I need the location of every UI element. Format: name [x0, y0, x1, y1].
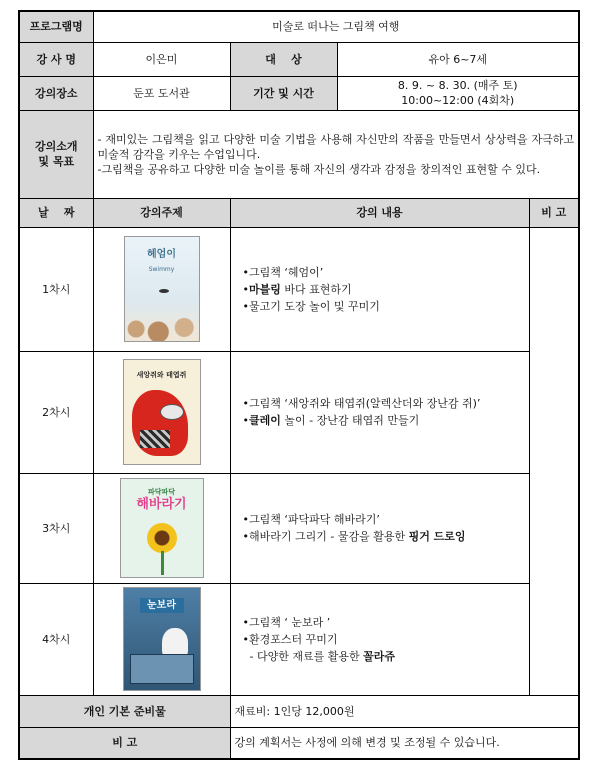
session-label: 2차시	[19, 351, 93, 473]
fish-illustration	[159, 289, 169, 293]
item-bold-text: 마블링	[249, 282, 281, 296]
session-note-cell	[529, 227, 579, 695]
content-item	[243, 412, 525, 429]
header-content: 강의 내용	[230, 198, 529, 227]
session-label: 1차시	[19, 227, 93, 351]
item-text: •그림책 ‘ 눈보라 ’	[242, 615, 331, 629]
item-text: •물고기 도장 놀이 및 꾸미기	[242, 299, 380, 313]
venue-value: 둔포 도서관	[93, 76, 230, 110]
content-item	[243, 264, 525, 281]
session-content	[230, 473, 529, 583]
target-label: 대 상	[230, 42, 337, 76]
period-label: 기간 및 시간	[230, 76, 337, 110]
content-item	[243, 511, 525, 528]
intro-row	[19, 110, 579, 198]
item-bold-text: 핑거 드로잉	[408, 530, 466, 543]
item-text: 놀이 - 장난감 태엽쥐 만들기	[280, 414, 420, 427]
item-text: •해바라기 그리기 - 물감을 활용한	[242, 530, 409, 543]
book-cover-sunflower	[120, 478, 204, 578]
venue-label: 강의장소	[19, 76, 93, 110]
book-cover-blizzard	[123, 587, 201, 691]
session-cover-cell	[93, 473, 230, 583]
book-cover-alexander	[123, 359, 201, 465]
content-item	[243, 614, 525, 631]
mouse-illustration	[160, 404, 184, 420]
item-text: •그림책 ‘파닥파닥 해바라기’	[242, 513, 380, 526]
header-topic: 강의주제	[93, 198, 230, 227]
intro-label-line1: 강의소개	[34, 140, 78, 153]
cover-subtitle: Swimmy	[148, 266, 175, 273]
session-row-4	[19, 583, 579, 695]
period-dates: 8. 9. ~ 8. 30. (매주 토)	[397, 79, 518, 92]
item-bold-text: 클레이	[249, 414, 281, 427]
intro-paragraph-1: - 재미있는 그림책을 읽고 다양한 미술 기법을 사용해 자신만의 작품을 만들면서 상상력을 자극하고 미술적 감각을 키우는 수업입니다.	[97, 132, 574, 161]
session-label: 4차시	[19, 583, 93, 695]
materials-row	[19, 695, 579, 727]
program-label: 프로그램명	[19, 11, 93, 42]
header-note: 비 고	[529, 198, 579, 227]
pattern-illustration	[140, 430, 170, 448]
session-content	[230, 227, 529, 351]
session-row-1	[19, 227, 579, 351]
session-cover-cell	[93, 351, 230, 473]
materials-label: 개인 기본 준비물	[19, 695, 230, 727]
session-items	[235, 395, 525, 429]
remarks-label: 비 고	[19, 727, 230, 759]
remarks-row	[19, 727, 579, 759]
header-date: 날 짜	[19, 198, 93, 227]
item-text: •환경포스터 꾸미기	[242, 632, 338, 646]
item-text: •그림책 ‘새앙쥐와 태엽쥐(알렉산더와 장난감 쥐)’	[242, 397, 481, 410]
session-label: 3차시	[19, 473, 93, 583]
cover-title: 해바라기	[136, 497, 187, 512]
instructor-row	[19, 42, 579, 76]
session-content	[230, 583, 529, 695]
session-items	[235, 511, 525, 545]
session-content	[230, 351, 529, 473]
intro-label-line2: 및 목표	[38, 155, 75, 168]
intro-paragraph-2: -그림책을 공유하고 다양한 미술 놀이를 통해 자신의 생각과 감정을 창의적인 표현할 수 있다.	[97, 162, 541, 176]
session-row-3	[19, 473, 579, 583]
instructor-label: 강 사 명	[19, 42, 93, 76]
session-items	[235, 614, 525, 665]
session-row-2	[19, 351, 579, 473]
content-item	[243, 298, 525, 315]
intro-label	[19, 110, 93, 198]
item-text: - 다양한 재료를 활용한	[242, 649, 364, 663]
session-items	[235, 264, 525, 315]
cover-title-top: 파닥파닥	[147, 488, 176, 496]
venue-row	[19, 76, 579, 110]
session-cover-cell	[93, 583, 230, 695]
session-cover-cell	[93, 227, 230, 351]
stem-illustration	[161, 551, 164, 575]
book-cover-swimmy	[124, 236, 200, 342]
content-item	[243, 528, 525, 545]
content-item	[243, 281, 525, 298]
period-time: 10:00~12:00 (4회차)	[401, 94, 515, 107]
container-illustration	[130, 654, 194, 684]
item-text: •	[242, 282, 249, 296]
schedule-header-row	[19, 198, 579, 227]
item-text: 바다 표현하기	[280, 282, 352, 296]
content-item	[243, 648, 525, 665]
target-value: 유아 6~7세	[337, 42, 579, 76]
program-row	[19, 11, 579, 42]
cover-title: 눈보라	[140, 598, 184, 613]
item-bold-text: 꼴라쥬	[363, 649, 395, 663]
instructor-value: 이은미	[93, 42, 230, 76]
cover-title: 새앙쥐와 태엽쥐	[136, 371, 187, 379]
materials-value: 재료비: 1인당 12,000원	[230, 695, 579, 727]
remarks-value: 강의 계획서는 사정에 의해 변경 및 조정될 수 있습니다.	[230, 727, 579, 759]
rocks-illustration	[125, 311, 199, 341]
program-value: 미술로 떠나는 그림책 여행	[93, 11, 579, 42]
cover-title: 헤엄이	[147, 249, 176, 260]
item-text: •	[242, 414, 249, 427]
item-text: •그림책 ‘헤엄이’	[242, 265, 324, 279]
sunflower-illustration	[147, 523, 177, 553]
lecture-plan-table	[18, 10, 580, 760]
content-item	[243, 631, 525, 648]
content-item	[243, 395, 525, 412]
period-value	[337, 76, 579, 110]
intro-text	[93, 110, 579, 198]
